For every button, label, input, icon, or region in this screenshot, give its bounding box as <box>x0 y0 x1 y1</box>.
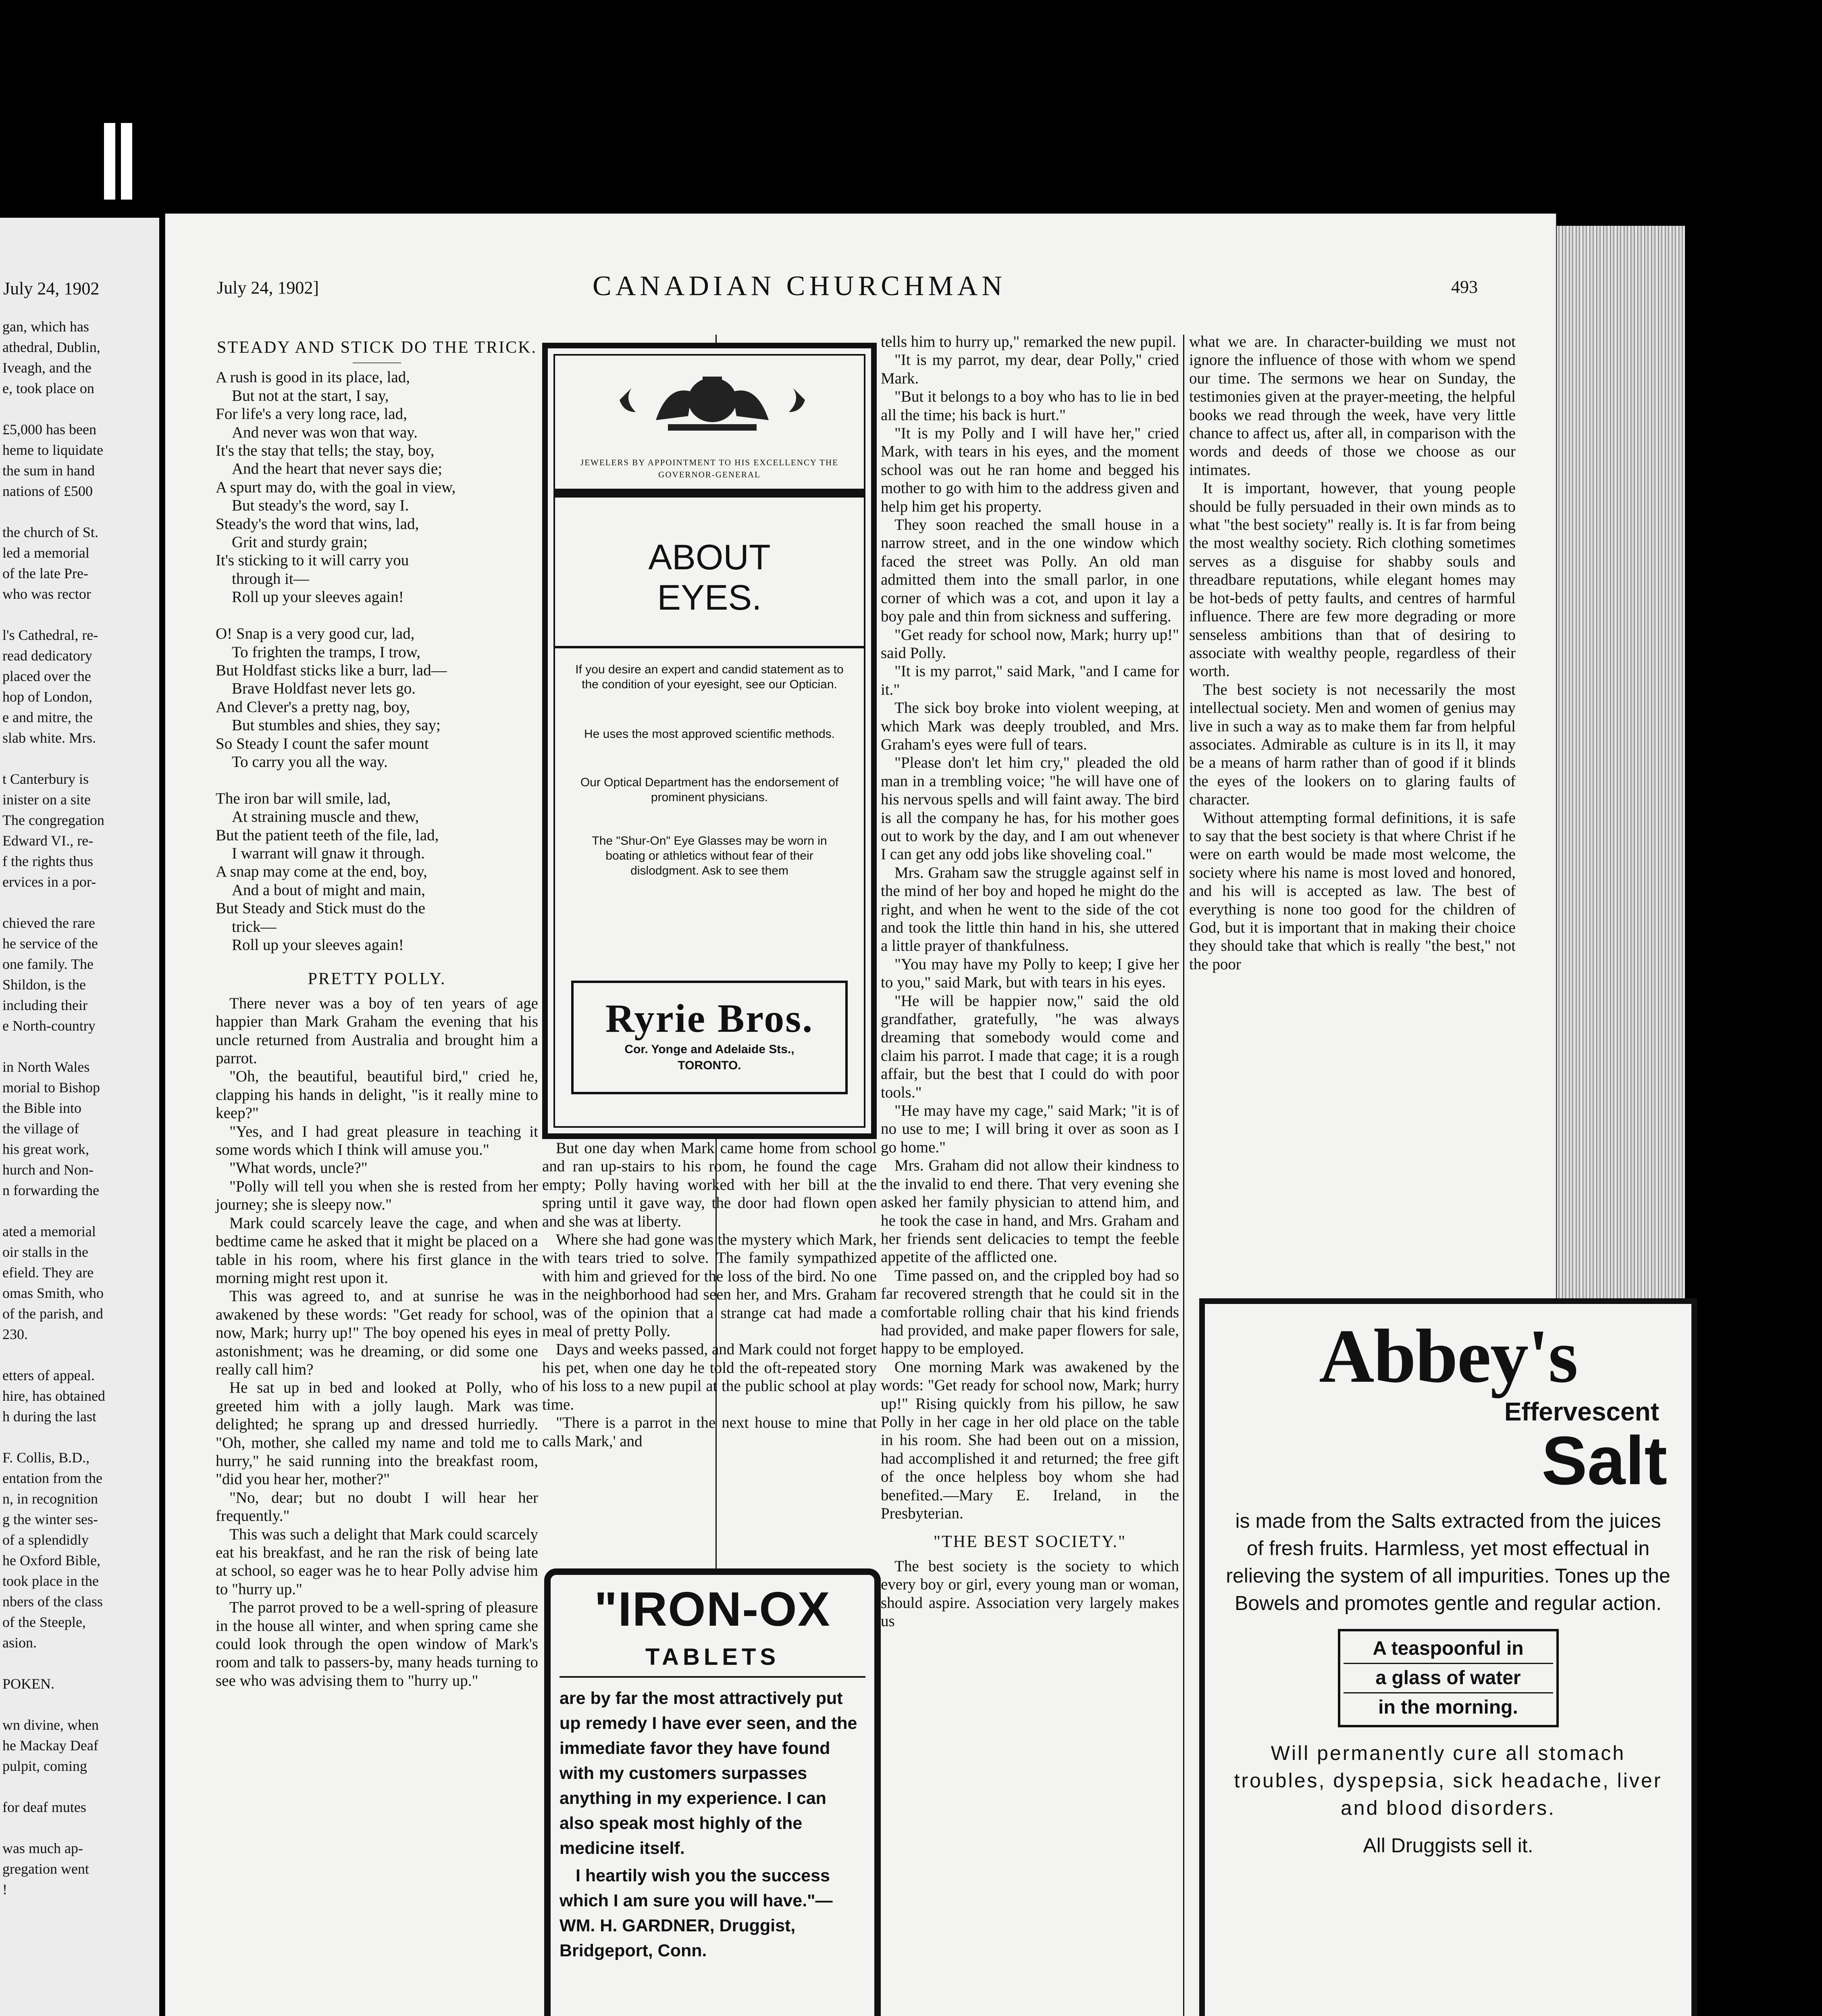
left-page-line: efield. They are <box>2 1264 94 1281</box>
paragraph: This was such a delight that Mark could scarcely eat his breakfast, and he ran the risk of being late at school, so eager was he to hear Polly advise him to "hurry up." <box>216 1525 538 1598</box>
left-page-fragment <box>0 218 159 2016</box>
left-page-line: The congregation <box>2 812 104 828</box>
left-page-line: l's Cathedral, re- <box>2 627 98 643</box>
paragraph: The best society is the society to which every boy or girl, every young man or woman, should aspire. Association very largely makes us <box>881 1557 1179 1630</box>
paragraph: Mrs. Graham saw the struggle against self in the mind of her boy and hoped he might do the right, and when he went to the side of the cot and took the little thin hand in his, she uttered a little prayer of thankfulness. <box>881 864 1179 955</box>
left-page-line: ervices in a por- <box>2 874 96 890</box>
left-page-line: his great work, <box>2 1141 89 1157</box>
ad-abbeys-salt <box>1199 1298 1697 2016</box>
column-rule <box>1183 335 1184 2016</box>
film-mark-top-2 <box>121 123 132 200</box>
ad-divider <box>555 489 864 498</box>
poem-line: A spurt may do, with the goal in view, <box>216 478 456 496</box>
left-page-line: the sum in hand <box>2 462 95 479</box>
left-page-line: e and mitre, the <box>2 709 93 725</box>
paragraph: But one day when Mark came home from school and ran up-stairs to his room, he found the cage empty; Polly having worked with her bill at the spring until it gave way, the door had flown open and she was at liberty. <box>542 1139 877 1230</box>
ad-ironox-title: "IRON-OX <box>594 1582 831 1636</box>
poem-line: It's the stay that tells; the stay, boy, <box>216 442 435 460</box>
poem-line: And the heart that never says die; <box>232 460 442 478</box>
left-page-line: the church of St. <box>2 524 98 540</box>
left-page-line: hop of London, <box>2 689 92 705</box>
poem-line: It's sticking to it will carry you <box>216 552 409 569</box>
paragraph: "Polly will tell you when she is rested from her journey; she is sleepy now." <box>216 1177 538 1214</box>
left-page-line: omas Smith, who <box>2 1285 104 1301</box>
left-page-line: placed over the <box>2 668 91 684</box>
left-page-line: he Oxford Bible, <box>2 1552 100 1568</box>
ad-ironox-sub: TABLETS <box>559 1643 865 1678</box>
ad-copy-2: He uses the most approved scientific methods. <box>584 727 835 741</box>
left-page-line: 230. <box>2 1326 28 1342</box>
ad-abbeys-brand: Abbey's <box>1319 1314 1577 1399</box>
left-page-line: the Bible into <box>2 1100 81 1116</box>
ad-abbeys-salt-word: Salt <box>1541 1422 1667 1499</box>
story-best-society-cont <box>1189 333 1516 973</box>
ad-abbeys-desc: is made from the Salts extracted from the juices of fresh fruits. Harmless, yet most effectual in relieving the system of all impurities. Tones up the Bowels and promotes gentle and regular action. <box>1226 1510 1670 1614</box>
poem-line: But steady's the word, say I. <box>232 497 409 514</box>
ad-address-2: TORONTO. <box>678 1059 741 1072</box>
ad-abbeys-dose-box <box>1338 1629 1559 1727</box>
paragraph: It is important, however, that young people should be fully persuaded in their own minds as to what "the best society" really is. It is far from being the most wealthy society. Rich clothing sometimes serves as a disguise for shabby souls and threadbare reputations, while elegant homes may be hot-beds of petty faults, and centres of harmful influence. There are few more degrading or more senseless ambitions than that of desiring to associate with wealthy people, regardless of their worth. <box>1189 479 1516 680</box>
paragraph: "It is my Polly and I will have her," cried Mark, with tears in his eyes, and the moment school was out he ran home and begged his mother to go with him to the address given and help him get his property. <box>881 425 1179 515</box>
story-title: PRETTY POLLY. <box>308 970 446 989</box>
left-page-date: July 24, 1902 <box>3 279 100 298</box>
poem-line: Roll up your sleeves again! <box>232 588 404 606</box>
left-page-line: of a splendidly <box>2 1532 89 1548</box>
paragraph: "Yes, and I had great pleasure in teaching it some words which I think will amuse you." <box>216 1123 538 1159</box>
header-date: July 24, 1902] <box>217 278 319 298</box>
left-page-line: F. Collis, B.D., <box>2 1450 90 1466</box>
left-page-line: gregation went <box>2 1861 89 1877</box>
ad-copy-4: The "Shur-On" Eye Glasses may be worn in boating or athletics without fear of their dislodgment. Ask to see them <box>592 834 827 877</box>
column-3 <box>881 333 1179 1630</box>
poem-line: And never was won that way. <box>232 423 418 441</box>
poem-line: For life's a very long race, lad, <box>216 405 407 423</box>
left-page-line: wn divine, when <box>2 1717 99 1733</box>
left-page-line: he Mackay Deaf <box>2 1737 98 1754</box>
poem-line: So Steady I count the safer mount <box>216 735 429 752</box>
paragraph: "Oh, the beautiful, beautiful bird," cried he, clapping his hands in delight, "is it really mine to keep?" <box>216 1068 538 1122</box>
left-page-line: ated a memorial <box>2 1223 96 1239</box>
left-page-line: ! <box>2 1881 7 1897</box>
ad-brand-box <box>571 981 848 1094</box>
poem-line: But the patient teeth of the file, lad, <box>216 826 439 844</box>
paragraph: Without attempting formal definitions, it is safe to say that the best society is that where Christ if he were on earth would be made most welcome, the society where his name is most loved and honored, and his will is accepted as law. The best of everything is none too good for the children of God, but it is important that in making their choice they should take that which is really "the best," not the poor <box>1189 809 1516 973</box>
left-page-line: n forwarding the <box>2 1182 99 1198</box>
ad-abbeys-druggists: All Druggists sell it. <box>1363 1834 1533 1857</box>
left-page-line: of the Steeple, <box>2 1614 86 1630</box>
masthead: CANADIAN CHURCHMAN <box>593 271 1006 302</box>
left-page-line: Edward VI., re- <box>2 833 94 849</box>
left-page-line: the village of <box>2 1120 79 1137</box>
poem-line: And Clever's a pretty nag, boy, <box>216 698 410 716</box>
left-page-line: asion. <box>2 1635 37 1651</box>
left-page-line: e North-country <box>2 1018 96 1034</box>
poem-line: And a bout of might and main, <box>232 881 425 899</box>
poem-line: A snap may come at the end, boy, <box>216 863 427 881</box>
ad-copy-1: If you desire an expert and candid statement as to the condition of your eyesight, see our Optician. <box>575 663 844 691</box>
paragraph: what we are. In character-building we must not ignore the influence of those with whom we spend our time. The sermons we hear on Sunday, the testimonies given at the prayer-meeting, the helpful books we read through the week, have very little chance to affect us, after all, in comparison with the words and deeds of those we choose as our intimates. <box>1189 333 1516 479</box>
poem-stanza-break <box>216 606 538 625</box>
paragraph: "He may have my cage," said Mark; "it is of no use to me; I will bring it over as soon as I go home." <box>881 1102 1179 1156</box>
left-page-line: g the winter ses- <box>2 1511 98 1527</box>
left-page-line: t Canterbury is <box>2 771 89 787</box>
column-4 <box>1189 333 1516 973</box>
poem-line: A rush is good in its place, lad, <box>216 369 410 386</box>
left-page-line: £5,000 has been <box>2 421 96 437</box>
paragraph: They soon reached the small house in a narrow street, and in the one window which faced the street was Polly. An old man admitted them into the small parlor, in one corner of which was a cot, and upon it lay a boy pale and thin from sickness and suffering. <box>881 516 1179 625</box>
ad-ironox-body-2: I heartily wish you the success which I am sure you will have."—WM. H. GARDNER, Druggist, Bridgeport, Conn. <box>559 1866 833 1960</box>
paragraph: "But it belongs to a boy who has to lie in bed all the time; his back is hurt." <box>881 388 1179 424</box>
poem-line: Steady's the word that wins, lad, <box>216 515 419 533</box>
paragraph: Time passed on, and the crippled boy had so far recovered strength that he could sit in the comfortable rolling chair that his kind friends had provided, and make paper flowers for sale, happy to be employed. <box>881 1266 1179 1358</box>
paragraph: The parrot proved to be a well-spring of pleasure in the house all winter, and when spring came she could look through the open window of Mark's room and talk to passers-by, many heads turning to see who was advising them to "hurry up." <box>216 1599 538 1689</box>
left-page-line: hire, has obtained <box>2 1388 105 1404</box>
poem-line: But Holdfast sticks like a burr, lad— <box>216 661 447 679</box>
left-page-line: was much ap- <box>2 1840 83 1856</box>
paragraph: This was agreed to, and at sunrise he was awakened by these words: "Get ready for school, now, Mark; hurry up!" The boy opened his eyes in astonishment; was he dreaming, or did some one really call him? <box>216 1287 538 1378</box>
left-page-line: n, in recognition <box>2 1491 98 1507</box>
poem-title: STEADY AND STICK DO THE TRICK. <box>217 338 537 357</box>
royal-crest-icon <box>607 372 817 436</box>
left-page-line: chieved the rare <box>2 915 95 931</box>
left-page-line: took place in the <box>2 1573 99 1589</box>
poem-line: But not at the start, I say, <box>232 387 389 404</box>
poem-line: Grit and sturdy grain; <box>232 533 368 551</box>
left-page-line: for deaf mutes <box>2 1799 86 1815</box>
paragraph: "What words, uncle?" <box>229 1159 368 1177</box>
poem-line: Roll up your sleeves again! <box>232 936 404 954</box>
story-best-society <box>881 1557 1179 1631</box>
left-page-line: slab white. Mrs. <box>2 730 96 746</box>
column-2 <box>542 1139 877 1450</box>
left-page-line: led a memorial <box>2 545 89 561</box>
poem <box>216 368 538 954</box>
separator <box>353 362 401 363</box>
left-page-line: Iveagh, and the <box>2 360 92 376</box>
ad-divider-thin <box>555 646 864 648</box>
paragraph: One morning Mark was awakened by the words: "Get ready for school now, Mark; hurry up!" Rising quickly from his pillow, he saw Polly in her cage in her old place on the table in his room. She had been out on a mission, had accomplished it and returned; the free gift of the once helpless boy whom she had benefited.—Mary E. Ireland, in the Presbyterian. <box>881 1358 1179 1522</box>
ad-abbeys-dose-2: a glass of water <box>1344 1664 1553 1693</box>
page-number: 493 <box>1451 277 1478 297</box>
poem-line: But stumbles and shies, they say; <box>232 716 441 734</box>
left-page-line: of the late Pre- <box>2 565 88 581</box>
left-page-line: Shildon, is the <box>2 977 86 993</box>
left-page-line: in North Wales <box>2 1059 90 1075</box>
paragraph: Mrs. Graham did not allow their kindness to the invalid to end there. That very evening she asked her family physician to attend him, and he took the case in hand, and Mrs. Graham and her friends sent delicacies to tempt the feeble appetite of the afflicted one. <box>881 1157 1179 1266</box>
poem-line: The iron bar will smile, lad, <box>216 789 391 807</box>
paragraph: "Please don't let him cry," pleaded the old man in a trembling voice; "he will have one of his nervous spells and will faint away. The bird is all the company he has, for his mother goes out to work by the day, and I am out whenever I can get any odd jobs like shoveling coal." <box>881 754 1179 863</box>
poem-line: Brave Holdfast never lets go. <box>232 680 416 698</box>
left-page-line: of the parish, and <box>2 1306 103 1322</box>
paragraph: There never was a boy of ten years of age happier than Mark Graham the evening that his uncle returned from Australia and brought him a parrot. <box>216 994 538 1067</box>
left-page-line: etters of appeal. <box>2 1367 95 1383</box>
left-page-line: one family. The <box>2 956 94 972</box>
left-page-line: h during the last <box>2 1408 96 1425</box>
ad-abbeys-dose-1: A teaspoonful in <box>1344 1635 1553 1664</box>
column-1 <box>216 335 538 1690</box>
paragraph: "You may have my Polly to keep; I give her to you," said Mark, but with tears in his eyes. <box>881 955 1179 991</box>
left-page-line: morial to Bishop <box>2 1079 100 1095</box>
left-page-line: who was rector <box>2 586 91 602</box>
left-page-line: gan, which has <box>2 319 89 335</box>
ad-ryrie-inner <box>553 354 865 1128</box>
ad-abbeys-dose-3: in the morning. <box>1378 1697 1518 1718</box>
ad-iron-ox <box>544 1568 881 2016</box>
left-page-line: nbers of the class <box>2 1593 103 1610</box>
film-mark-top-1 <box>104 123 115 200</box>
left-page-line: heme to liquidate <box>2 442 103 458</box>
ad-brand-name: Ryrie Bros. <box>605 996 814 1041</box>
ad-headline <box>555 537 864 618</box>
paragraph: Days and weeks passed, and Mark could not forget his pet, when one day he told the oft-repeated story of his loss to a new pupil at the public school at play time. <box>542 1341 877 1413</box>
story-pretty-polly <box>216 994 538 1690</box>
left-page-line: hurch and Non- <box>2 1162 94 1178</box>
paragraph: "It is my parrot, my dear, dear Polly," cried Mark. <box>881 351 1179 387</box>
ad-address-1: Cor. Yonge and Adelaide Sts., <box>624 1043 795 1056</box>
paragraph: "There is a parrot in the next house to mine that calls Mark,' and <box>542 1414 877 1450</box>
ad-abbeys-cure: Will permanently cure all stomach troubles, dyspepsia, sick headache, liver and blood disorders. <box>1234 1742 1662 1819</box>
ad-copy-3: Our Optical Department has the endorsement of prominent physicians. <box>580 776 839 804</box>
paragraph: "Get ready for school now, Mark; hurry up!" said Polly. <box>881 626 1179 662</box>
paragraph: "It is my parrot," said Mark, "and I came for it." <box>881 662 1179 698</box>
paragraph: "No, dear; but no doubt I will hear her frequently." <box>216 1489 538 1525</box>
ad-ryrie-bros <box>542 343 877 1139</box>
paragraph: He sat up in bed and looked at Polly, who greeted him with a jolly laugh. Mark was delighted; he sprang up and dressed hurriedly. "Oh, mother, she called my name and told me to hurry," he said running into the breakfast room, "did you hear her, mother?" <box>216 1379 538 1488</box>
poem-line: I warrant will gnaw it through. <box>232 844 425 862</box>
left-page-line: including their <box>2 997 87 1013</box>
poem-line: But Steady and Stick must do the <box>216 900 425 917</box>
paragraph: Where she had gone was the mystery which Mark, with tears tried to solve. The family sympathized with him and grieved for the loss of the bird. No one in the neighborhood had seen her, and Mrs. Graham was of the opinion that a strange cat had made a meal of pretty Polly. <box>542 1231 877 1340</box>
ad-headline-2: EYES. <box>657 577 762 617</box>
best-society-title: "THE BEST SOCIETY." <box>933 1533 1127 1552</box>
paragraph: The sick boy broke into violent weeping, at which Mark was deeply troubled, and Mrs. Graham's eyes were full of tears. <box>881 699 1179 753</box>
left-page-line: e, took place on <box>2 380 94 396</box>
left-page-line: read dedicatory <box>2 648 92 664</box>
left-page-line: entation from the <box>2 1470 102 1486</box>
paragraph: tells him to hurry up," remarked the new pupil. <box>881 333 1176 350</box>
paragraph: "He will be happier now," said the old grandfather, gratefully, "he was always dreaming that somebody would come and claim his parrot. I made that cage; it is a rough affair, but the best that I could do with poor tools." <box>881 992 1179 1101</box>
ad-abbeys-effervescent: Effervescent <box>1504 1397 1659 1426</box>
ad-headline-1: ABOUT <box>648 537 771 577</box>
left-page-line: athedral, Dublin, <box>2 339 100 355</box>
poem-line: At straining muscle and thew, <box>232 808 419 826</box>
poem-line: To carry you all the way. <box>232 753 388 771</box>
paragraph: The best society is not necessarily the most intellectual society. Men and women of genius may live in such a way as to make them far from helpful associates. Admirable as culture is in its ll, it may be a means of harm rather than of good if it blinds the eyes of the lookers on to glaring faults of character. <box>1189 681 1516 808</box>
story-pretty-polly-cont <box>542 1139 877 1450</box>
paragraph: Mark could scarcely leave the cage, and when bedtime came he asked that it might be placed on a table in his room, where his first glance in the morning might rest upon it. <box>216 1214 538 1287</box>
left-page-line: oir stalls in the <box>2 1244 88 1260</box>
ad-ironox-body: are by far the most attractively put up remedy I have ever seen, and the immediate favor they have found with my customers surpasses anything in my experience. I can also speak most highly of the medicine itself. <box>559 1689 857 1858</box>
poem-line: O! Snap is a very good cur, lad, <box>216 625 415 643</box>
left-page-line: he service of the <box>2 935 98 952</box>
left-page-line: pulpit, coming <box>2 1758 87 1774</box>
ad-jewelers-line: JEWELERS BY APPOINTMENT TO HIS EXCELLENCY THE GOVERNOR-GENERAL <box>580 458 838 479</box>
left-page-line: f the rights thus <box>2 853 93 869</box>
poem-stanza-break <box>216 771 538 789</box>
poem-line: trick— <box>232 918 277 935</box>
left-page-line: inister on a site <box>2 791 91 808</box>
left-page-line: nations of £500 <box>2 483 93 499</box>
story-pretty-polly-cont-2 <box>881 333 1179 1522</box>
poem-line: through it— <box>232 570 309 587</box>
poem-line: To frighten the tramps, I trow, <box>232 643 421 661</box>
left-page-line: POKEN. <box>2 1676 55 1692</box>
